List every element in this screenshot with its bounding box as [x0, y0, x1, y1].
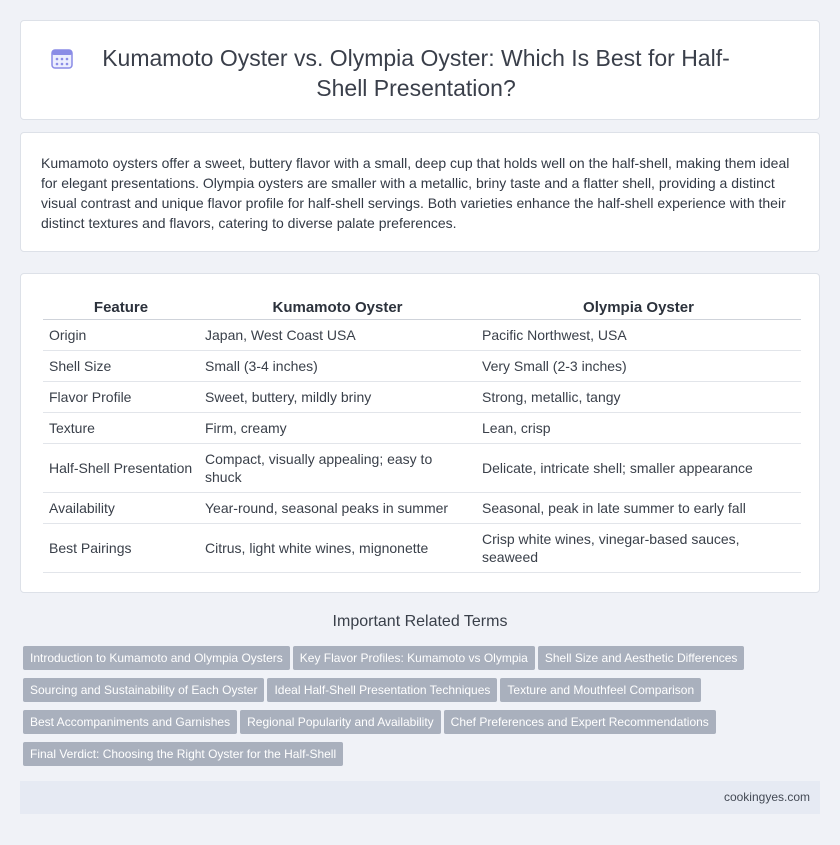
summary-card [20, 132, 820, 252]
related-term-tag[interactable]: Regional Popularity and Availability [240, 710, 441, 734]
table-cell: Crisp white wines, vinegar-based sauces, seaweed [476, 523, 801, 572]
footer [20, 781, 820, 814]
comparison-card [20, 273, 820, 593]
header-olympia: Olympia Oyster [476, 294, 801, 319]
related-term-tag[interactable]: Ideal Half-Shell Presentation Techniques [267, 678, 497, 702]
table-cell: Strong, metallic, tangy [476, 381, 801, 412]
table-cell: Citrus, light white wines, mignonette [199, 523, 476, 572]
header-kumamoto: Kumamoto Oyster [199, 294, 476, 319]
table-row [43, 523, 801, 572]
table-cell: Firm, creamy [199, 412, 476, 443]
table-cell: Shell Size [43, 350, 199, 381]
table-cell: Lean, crisp [476, 412, 801, 443]
related-term-tag[interactable]: Sourcing and Sustainability of Each Oyster [23, 678, 264, 702]
table-cell: Delicate, intricate shell; smaller appearance [476, 443, 801, 492]
table-cell: Availability [43, 492, 199, 523]
related-term-tag[interactable]: Shell Size and Aesthetic Differences [538, 646, 745, 670]
table-row [43, 319, 801, 350]
table-cell: Origin [43, 319, 199, 350]
related-term-tag[interactable]: Best Accompaniments and Garnishes [23, 710, 237, 734]
related-term-tag[interactable]: Final Verdict: Choosing the Right Oyster for the Half-Shell [23, 742, 343, 766]
table-cell: Half-Shell Presentation [43, 443, 199, 492]
table-cell: Very Small (2-3 inches) [476, 350, 801, 381]
page-title: Kumamoto Oyster vs. Olympia Oyster: Which Is Best for Half-Shell Presentation? [102, 45, 730, 101]
related-term-tag[interactable]: Introduction to Kumamoto and Olympia Oysters [23, 646, 290, 670]
table-cell: Japan, West Coast USA [199, 319, 476, 350]
table-row [43, 350, 801, 381]
header-card [20, 20, 820, 120]
related-terms-title: Important Related Terms [332, 613, 508, 630]
header-feature: Feature [43, 294, 199, 319]
table-row [43, 492, 801, 523]
footer-site-link[interactable]: cookingyes.com [723, 790, 810, 804]
related-terms-list [23, 646, 823, 774]
related-term-tag[interactable]: Chef Preferences and Expert Recommendations [444, 710, 716, 734]
table-cell: Seasonal, peak in late summer to early fall [476, 492, 801, 523]
table-cell: Texture [43, 412, 199, 443]
table-row [43, 443, 801, 492]
table-cell: Flavor Profile [43, 381, 199, 412]
table-row [43, 412, 801, 443]
related-term-tag[interactable]: Key Flavor Profiles: Kumamoto vs Olympia [293, 646, 535, 670]
table-cell: Best Pairings [43, 523, 199, 572]
table-cell: Year-round, seasonal peaks in summer [199, 492, 476, 523]
table-header-row [43, 294, 801, 319]
summary-text: Kumamoto oysters offer a sweet, buttery flavor with a small, deep cup that holds well on the half-shell, making them ideal for elegant presentations. Olympia oysters are smaller with a metallic, briny taste and a flatter shell, providing a distinct visual contrast and unique flavor profile for half-shell servings. Both varieties enhance the half-shell experience with their distinct textures and flavors, catering to diverse palate preferences. [41, 155, 790, 231]
table-cell: Small (3-4 inches) [199, 350, 476, 381]
related-term-tag[interactable]: Texture and Mouthfeel Comparison [500, 678, 701, 702]
table-cell: Sweet, buttery, mildly briny [199, 381, 476, 412]
table-row [43, 381, 801, 412]
comparison-table [43, 294, 801, 573]
table-cell: Compact, visually appealing; easy to shuck [199, 443, 476, 492]
table-cell: Pacific Northwest, USA [476, 319, 801, 350]
